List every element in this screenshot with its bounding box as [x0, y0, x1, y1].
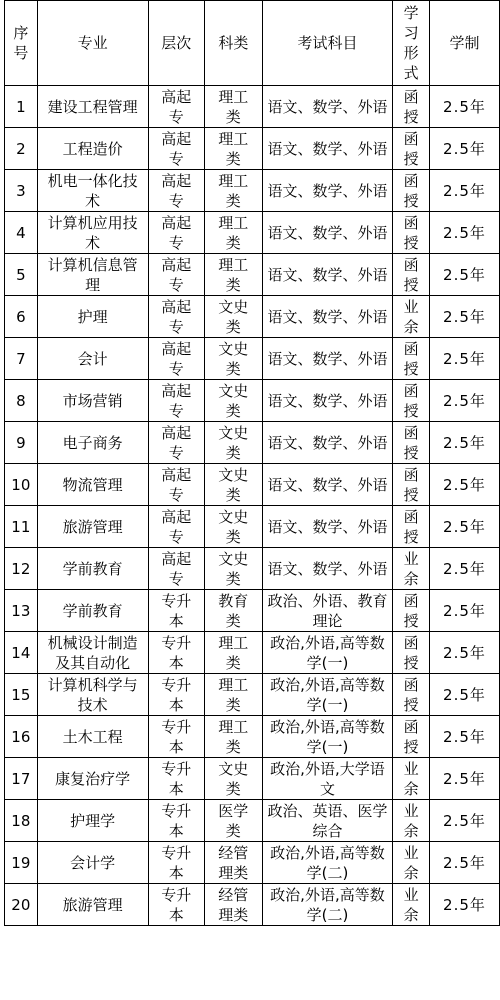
cell-subjects: 语文、数学、外语: [262, 212, 393, 254]
table-row: [5, 632, 500, 674]
cell-no: 7: [5, 338, 38, 380]
cell-major: 护理: [37, 296, 148, 338]
cell-level: 高起专: [148, 254, 205, 296]
cell-subjects: 政治、英语、医学综合: [262, 800, 393, 842]
cell-form: 函授: [393, 716, 430, 758]
table-row: [5, 212, 500, 254]
table-row: [5, 422, 500, 464]
cell-no: 8: [5, 380, 38, 422]
cell-category: 理工类: [205, 86, 263, 128]
cell-no: 3: [5, 170, 38, 212]
cell-major: 会计学: [37, 842, 148, 884]
cell-form: 函授: [393, 86, 430, 128]
cell-no: 20: [5, 884, 38, 926]
cell-years: 2.5年: [429, 632, 499, 674]
cell-subjects: 政治,外语,高等数学(一): [262, 632, 393, 674]
cell-level: 高起专: [148, 548, 205, 590]
header-no: 序号: [5, 1, 38, 86]
table-row: [5, 380, 500, 422]
cell-major: 计算机应用技术: [37, 212, 148, 254]
cell-no: 12: [5, 548, 38, 590]
cell-subjects: 政治,外语,高等数学(二): [262, 842, 393, 884]
cell-level: 高起专: [148, 380, 205, 422]
cell-major: 土木工程: [37, 716, 148, 758]
cell-years: 2.5年: [429, 884, 499, 926]
cell-years: 2.5年: [429, 464, 499, 506]
cell-major: 计算机科学与技术: [37, 674, 148, 716]
table-row: [5, 464, 500, 506]
cell-major: 工程造价: [37, 128, 148, 170]
cell-level: 专升本: [148, 716, 205, 758]
cell-form: 函授: [393, 212, 430, 254]
cell-major: 市场营销: [37, 380, 148, 422]
cell-major: 会计: [37, 338, 148, 380]
cell-no: 19: [5, 842, 38, 884]
table-row: [5, 296, 500, 338]
cell-category: 理工类: [205, 632, 263, 674]
cell-form: 业余: [393, 296, 430, 338]
cell-level: 专升本: [148, 800, 205, 842]
cell-no: 13: [5, 590, 38, 632]
cell-major: 电子商务: [37, 422, 148, 464]
cell-form: 函授: [393, 464, 430, 506]
cell-subjects: 语文、数学、外语: [262, 128, 393, 170]
cell-category: 文史类: [205, 758, 263, 800]
cell-level: 高起专: [148, 422, 205, 464]
header-form: 学习形式: [393, 1, 430, 86]
header-subjects: 考试科目: [262, 1, 393, 86]
cell-years: 2.5年: [429, 380, 499, 422]
cell-no: 5: [5, 254, 38, 296]
cell-years: 2.5年: [429, 716, 499, 758]
cell-category: 经管理类: [205, 842, 263, 884]
cell-major: 学前教育: [37, 548, 148, 590]
table-row: [5, 674, 500, 716]
cell-subjects: 语文、数学、外语: [262, 254, 393, 296]
cell-subjects: 语文、数学、外语: [262, 548, 393, 590]
cell-years: 2.5年: [429, 590, 499, 632]
cell-years: 2.5年: [429, 800, 499, 842]
cell-years: 2.5年: [429, 506, 499, 548]
cell-level: 专升本: [148, 758, 205, 800]
cell-no: 6: [5, 296, 38, 338]
cell-level: 高起专: [148, 170, 205, 212]
cell-subjects: 语文、数学、外语: [262, 506, 393, 548]
cell-no: 17: [5, 758, 38, 800]
cell-no: 1: [5, 86, 38, 128]
cell-no: 2: [5, 128, 38, 170]
cell-major: 计算机信息管理: [37, 254, 148, 296]
table-row: [5, 884, 500, 926]
cell-category: 理工类: [205, 170, 263, 212]
cell-category: 经管理类: [205, 884, 263, 926]
cell-form: 业余: [393, 842, 430, 884]
cell-major: 机械设计制造及其自动化: [37, 632, 148, 674]
cell-form: 业余: [393, 884, 430, 926]
cell-no: 10: [5, 464, 38, 506]
cell-major: 护理学: [37, 800, 148, 842]
cell-category: 理工类: [205, 254, 263, 296]
table-row: [5, 800, 500, 842]
cell-category: 文史类: [205, 296, 263, 338]
cell-years: 2.5年: [429, 212, 499, 254]
cell-category: 理工类: [205, 716, 263, 758]
cell-category: 医学类: [205, 800, 263, 842]
table-row: [5, 842, 500, 884]
cell-years: 2.5年: [429, 842, 499, 884]
cell-category: 文史类: [205, 422, 263, 464]
table-row: [5, 506, 500, 548]
header-level: 层次: [148, 1, 205, 86]
cell-years: 2.5年: [429, 296, 499, 338]
cell-level: 专升本: [148, 590, 205, 632]
cell-form: 函授: [393, 632, 430, 674]
cell-years: 2.5年: [429, 758, 499, 800]
cell-category: 教育类: [205, 590, 263, 632]
table-row: [5, 758, 500, 800]
header-category: 科类: [205, 1, 263, 86]
cell-no: 14: [5, 632, 38, 674]
cell-level: 高起专: [148, 338, 205, 380]
cell-category: 理工类: [205, 212, 263, 254]
cell-years: 2.5年: [429, 254, 499, 296]
cell-years: 2.5年: [429, 674, 499, 716]
cell-subjects: 语文、数学、外语: [262, 296, 393, 338]
cell-category: 文史类: [205, 506, 263, 548]
cell-category: 理工类: [205, 128, 263, 170]
cell-years: 2.5年: [429, 422, 499, 464]
cell-form: 函授: [393, 422, 430, 464]
cell-major: 康复治疗学: [37, 758, 148, 800]
table-row: [5, 716, 500, 758]
header-years: 学制: [429, 1, 499, 86]
cell-major: 机电一体化技术: [37, 170, 148, 212]
cell-category: 文史类: [205, 380, 263, 422]
cell-subjects: 语文、数学、外语: [262, 86, 393, 128]
cell-major: 旅游管理: [37, 506, 148, 548]
cell-form: 函授: [393, 254, 430, 296]
cell-subjects: 语文、数学、外语: [262, 464, 393, 506]
cell-form: 函授: [393, 380, 430, 422]
cell-subjects: 政治,外语,高等数学(二): [262, 884, 393, 926]
table-row: [5, 170, 500, 212]
cell-major: 学前教育: [37, 590, 148, 632]
table-row: [5, 254, 500, 296]
cell-form: 业余: [393, 800, 430, 842]
cell-level: 高起专: [148, 506, 205, 548]
cell-years: 2.5年: [429, 338, 499, 380]
cell-form: 函授: [393, 590, 430, 632]
cell-level: 专升本: [148, 884, 205, 926]
cell-major: 旅游管理: [37, 884, 148, 926]
cell-subjects: 政治,外语,高等数学(一): [262, 674, 393, 716]
table-row: [5, 338, 500, 380]
cell-form: 函授: [393, 674, 430, 716]
cell-category: 文史类: [205, 548, 263, 590]
cell-years: 2.5年: [429, 170, 499, 212]
cell-no: 4: [5, 212, 38, 254]
cell-level: 高起专: [148, 128, 205, 170]
cell-years: 2.5年: [429, 548, 499, 590]
cell-no: 15: [5, 674, 38, 716]
table-body: [5, 86, 500, 926]
cell-level: 高起专: [148, 86, 205, 128]
cell-level: 高起专: [148, 212, 205, 254]
cell-years: 2.5年: [429, 128, 499, 170]
cell-subjects: 政治、外语、教育理论: [262, 590, 393, 632]
cell-level: 专升本: [148, 632, 205, 674]
cell-subjects: 语文、数学、外语: [262, 338, 393, 380]
cell-category: 文史类: [205, 464, 263, 506]
cell-no: 18: [5, 800, 38, 842]
cell-level: 高起专: [148, 464, 205, 506]
cell-no: 11: [5, 506, 38, 548]
table-row: [5, 128, 500, 170]
header-major: 专业: [37, 1, 148, 86]
cell-form: 函授: [393, 128, 430, 170]
cell-form: 函授: [393, 506, 430, 548]
cell-major: 物流管理: [37, 464, 148, 506]
cell-level: 专升本: [148, 842, 205, 884]
cell-subjects: 语文、数学、外语: [262, 380, 393, 422]
cell-major: 建设工程管理: [37, 86, 148, 128]
cell-form: 函授: [393, 170, 430, 212]
table-header-row: [5, 1, 500, 86]
cell-form: 业余: [393, 548, 430, 590]
cell-subjects: 政治,外语,高等数学(一): [262, 716, 393, 758]
cell-category: 理工类: [205, 674, 263, 716]
cell-subjects: 语文、数学、外语: [262, 422, 393, 464]
cell-no: 9: [5, 422, 38, 464]
table-row: [5, 590, 500, 632]
admissions-table: [4, 0, 500, 926]
cell-subjects: 政治,外语,大学语文: [262, 758, 393, 800]
table-row: [5, 86, 500, 128]
cell-level: 专升本: [148, 674, 205, 716]
cell-subjects: 语文、数学、外语: [262, 170, 393, 212]
cell-category: 文史类: [205, 338, 263, 380]
cell-form: 业余: [393, 758, 430, 800]
cell-form: 函授: [393, 338, 430, 380]
cell-level: 高起专: [148, 296, 205, 338]
table-row: [5, 548, 500, 590]
cell-no: 16: [5, 716, 38, 758]
cell-years: 2.5年: [429, 86, 499, 128]
